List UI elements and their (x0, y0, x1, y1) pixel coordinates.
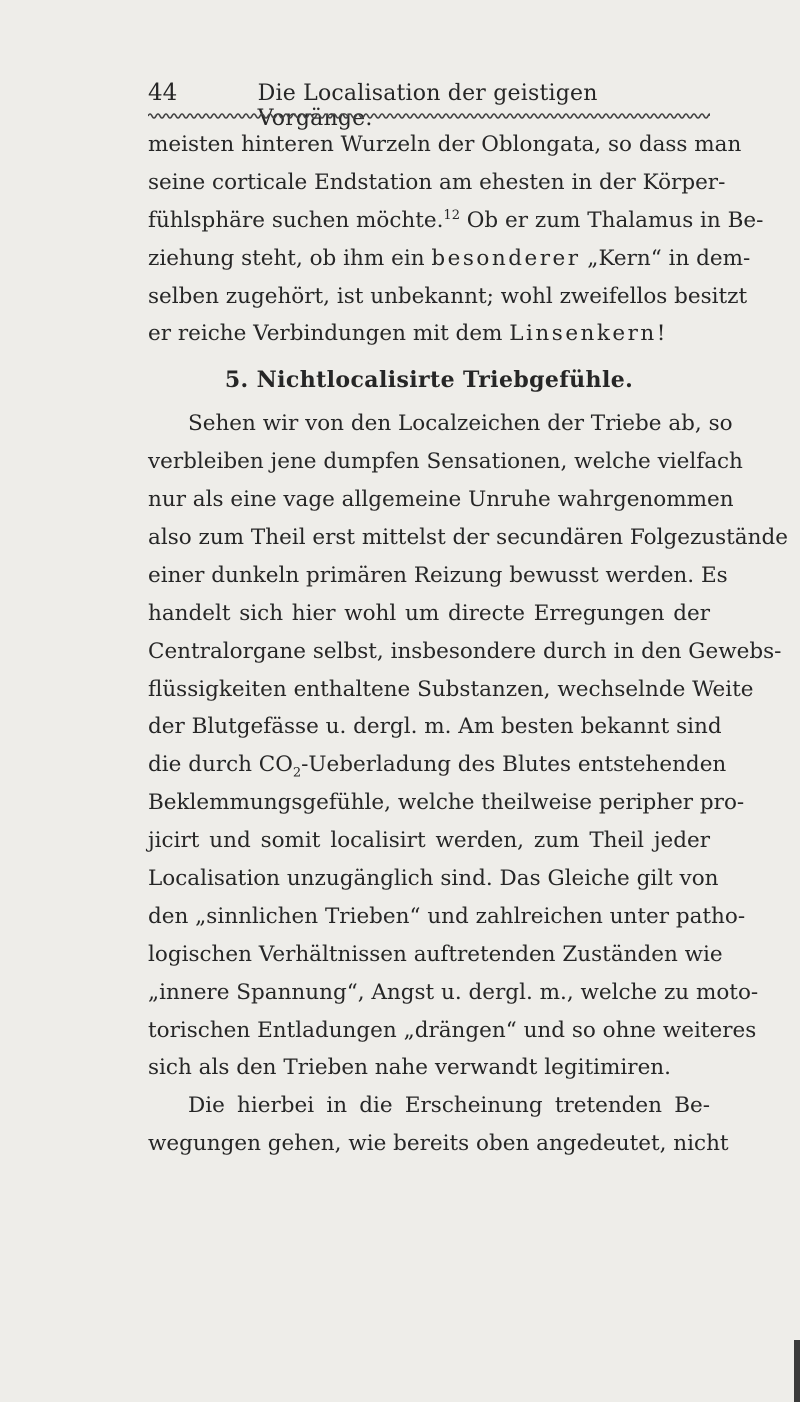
text-line: nur als eine vage allgemeine Unruhe wahrgenommen (148, 487, 734, 513)
text-span: er reiche Verbindungen mit dem (148, 321, 510, 347)
page-edge-shadow (794, 1340, 800, 1402)
text-line: „innere Spannung“, Angst u. dergl. m., welche zu moto- (148, 979, 759, 1005)
subscript: 2 (292, 765, 302, 781)
text-line: jicirt und somit localisirt werden, zum Theil jeder (148, 828, 710, 854)
text-line: den „sinnlichen Trieben“ und zahlreichen unter patho- (148, 903, 746, 929)
text-line (148, 240, 751, 278)
text-line: wegungen gehen, wie bereits oben angedeutet, nicht (148, 1131, 729, 1157)
text-span: „Kern“ in dem- (580, 245, 751, 271)
text-line (148, 202, 764, 240)
section-heading: 5. Nichtlocalisirte Triebgefühle. (224, 367, 634, 394)
text-line: Centralorgane selbst, insbesondere durch in den Gewebs- (148, 638, 782, 664)
text-line: also zum Theil erst mittelst der secundären Folgezustände (148, 525, 788, 551)
text-line: logischen Verhältnissen auftretenden Zuständen wie (148, 941, 723, 967)
text-line (148, 315, 710, 353)
page-number: 44 (148, 80, 178, 106)
text-line: Localisation unzugänglich sind. Das Gleiche gilt von (148, 866, 719, 892)
footnote-mark: 12 (443, 207, 460, 223)
text-line: meisten hinteren Wurzeln der Oblongata, so dass man (148, 132, 742, 157)
text-span: Ob er zum Thalamus in Be- (459, 207, 764, 233)
text-line: selben zugehört, ist unbekannt; wohl zweifellos besitzt (148, 283, 748, 309)
running-title: Die Localisation der geistigen Vorgänge. (257, 81, 598, 131)
text-line (148, 746, 727, 784)
text-line: verbleiben jene dumpfen Sensationen, welche vielfach (148, 449, 743, 475)
body-text (148, 126, 788, 1163)
text-line: seine corticale Endstation am ehesten in der Körper- (148, 169, 726, 195)
text-span: ziehung steht, ob ihm ein (148, 245, 432, 271)
text-line: handelt sich hier wohl um directe Erregungen der (148, 600, 710, 626)
text-line: Beklemmungsgefühle, welche theilweise peripher pro- (148, 790, 745, 816)
text-line: Sehen wir von den Localzeichen der Triebe ab, so (188, 411, 733, 437)
text-line: sich als den Trieben nahe verwandt legitimiren. (148, 1055, 671, 1081)
text-span: die durch CO (148, 752, 293, 778)
text-line: einer dunkeln primären Reizung bewusst werden. Es (148, 562, 728, 588)
text-line: Die hierbei in die Erscheinung tretenden Be- (188, 1093, 710, 1119)
text-line: flüssigkeiten enthaltene Substanzen, wechselnde Weite (148, 676, 754, 702)
text-span: -Ueberladung des Blutes entstehenden (301, 752, 727, 778)
emphasis: Linsenkern (509, 321, 657, 347)
text-line: der Blutgefässe u. dergl. m. Am besten bekannt sind (148, 714, 722, 740)
wavy-rule (148, 112, 710, 120)
text-line: torischen Entladungen „drängen“ und so ohne weiteres (148, 1017, 757, 1043)
text-span: fühlsphäre suchen möchte. (148, 207, 444, 233)
running-header (148, 80, 710, 131)
emphasis: besonderer (431, 245, 581, 271)
text-span: ! (656, 321, 666, 347)
